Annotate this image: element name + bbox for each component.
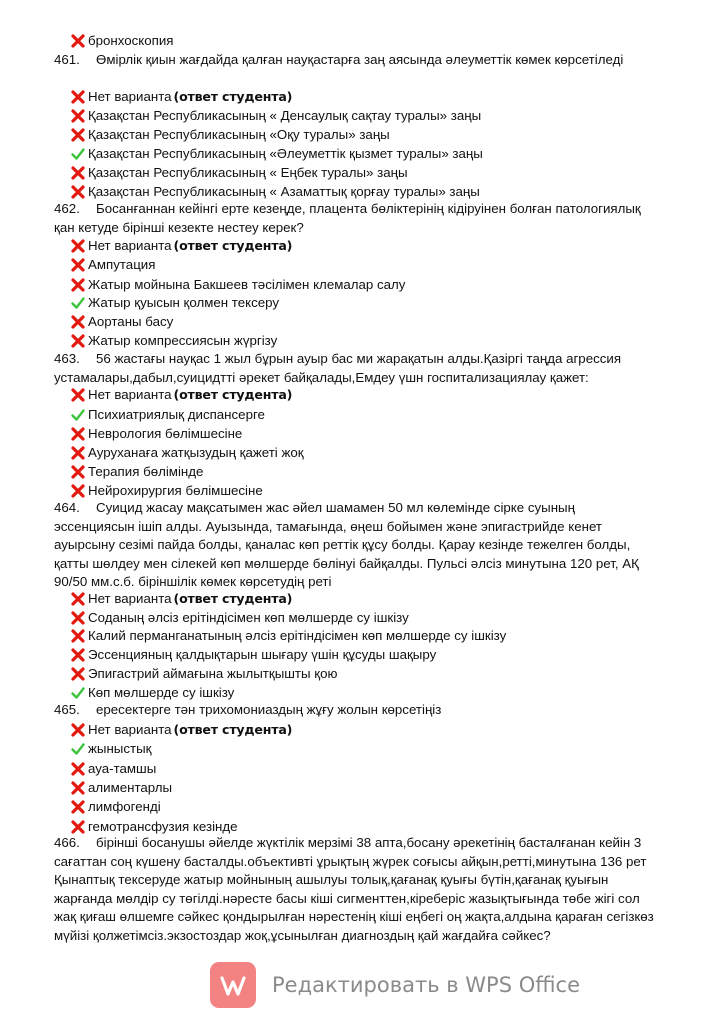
cross-icon [70,257,86,273]
cross-icon [70,819,86,835]
option-text: Эпигастрий аймағына жылытқышты қою [88,666,338,681]
cross-icon [70,127,86,143]
option-text: Қазақстан Республикасының « Денсаулық сақтау туралы» заңы [88,108,482,123]
question-text: Босанғаннан кейінгі ерте кезеңде, плацента бөліктерінің кідіруінен болған патологиялық қан кетуде бірінші кезекте нестеу керек? [54,201,641,235]
answer-option [70,144,483,164]
option-text: Калий перманганатының әлсіз ерітіндісімен көп мөлшерде су ішкізу [88,628,507,643]
option-text: бронхоскопия [88,33,174,48]
answer-option [70,462,203,482]
question-number: 462. [54,201,80,216]
cross-icon [70,184,86,200]
question-463 [54,350,654,387]
cross-icon [70,445,86,461]
answer-option [70,797,161,817]
option-text: Нет варианта [88,722,172,737]
option-text: Жатыр қуысын қолмен тексеру [88,295,280,310]
cross-icon [70,666,86,682]
answer-option [70,683,234,703]
question-number: 465. [54,702,80,717]
cross-icon [70,464,86,480]
answer-option [70,31,173,51]
option-text: Эссенцияның қалдықтарын шығару үшін құсуды шақыру [88,647,437,662]
answer-option [70,424,242,444]
cross-icon [70,277,86,293]
answer-option [70,481,263,501]
student-answer-tag: (ответ студента) [173,238,293,253]
question-text: Өмірлік қиын жағдайда қалған науқастарға заң аясында әлеуметтік көмек көрсетіледі [96,52,624,67]
answer-option [70,255,155,275]
option-text: ауа-тамшы [88,761,157,776]
option-text: Қазақстан Республикасының « Азаматтық қорғау туралы» заңы [88,184,480,199]
answer-option [70,182,480,202]
check-icon [70,741,86,757]
answer-option [70,236,292,256]
answer-option [70,293,279,313]
check-icon [70,295,86,311]
answer-option [70,778,172,798]
cross-icon [70,108,86,124]
option-text: Терапия бөлімінде [88,464,204,479]
answer-option [70,759,156,779]
option-text: Нет варианта [88,591,172,606]
check-icon [70,407,86,423]
option-text: Соданың әлсіз ерітіндісімен көп мөлшерде су ішкізу [88,610,409,625]
answer-option [70,275,405,295]
answer-option [70,608,409,628]
option-text: Неврология бөлімшесіне [88,426,243,441]
student-answer-tag: (ответ студента) [173,89,293,104]
cross-icon [70,387,86,403]
cross-icon [70,610,86,626]
question-text: Суицид жасау мақсатымен жас әйел шамамен 50 мл көлеміндe сірке суының эссенциясын ішіп алды. Ауызында, тамағында, өңеш бойымен және эпигастрийде кенет ауырсыну сезімі пайда болды, қаналас көп реттік құсу болды. Қарау кезінде тежелген болды, қатты шөлдеу мен сілекей көп мөлшерде бөлінуі байқалды. Пульсі әлсіз минутына 120 рет, АҚ 90/50 мм.с.б. біріншілік көмек көрсетудің реті [54,500,639,590]
option-text: жыныстық [88,741,152,756]
check-icon [70,685,86,701]
check-icon [70,146,86,162]
cross-icon [70,333,86,349]
option-text: лимфогенді [88,799,161,814]
cross-icon [70,799,86,815]
answer-option [70,405,265,425]
cross-icon [70,238,86,254]
question-number: 463. [54,351,80,366]
question-number: 466. [54,835,80,850]
answer-option [70,331,277,351]
question-465 [54,701,654,720]
option-text: Нет варианта [88,387,172,402]
option-text: Қазақстан Республикасының « Еңбек туралы» заңы [88,165,408,180]
option-text: Аортаны басу [88,314,174,329]
cross-icon [70,647,86,663]
answer-option [70,589,292,609]
option-text: Көп мөлшерде су ішкізу [88,685,235,700]
cross-icon [70,89,86,105]
option-text: Ауруханаға жатқызудың қажеті жоқ [88,445,304,460]
option-text: Нет варианта [88,238,172,253]
student-answer-tag: (ответ студента) [173,591,293,606]
cross-icon [70,33,86,49]
answer-option [70,163,408,183]
edit-in-wps-button[interactable] [210,961,580,1009]
question-number: 461. [54,52,80,67]
question-number: 464. [54,500,80,515]
cross-icon [70,591,86,607]
student-answer-tag: (ответ студента) [173,722,293,737]
question-text: бірінші босанушы әйелде жүктілік мерзімі 38 апта,босану әрекетінің басталғанан кейін 3 сағаттан соң күшену басталды.объективті ұрықтың жүрек соғысы айқын,ретті,минутына 136 рет Қынаптық тексеруде жатыр мойнының ашылуы толық,қағанақ қуығы бүтін,қағанақ қуығын жарғанда мөлдір су төгілді.нәресте басы кіші сигменттен,кіреберіс жазықтығында төбе жігі сол жақ қиғаш өлшемге сәйкес қондырылған нәрестенің кіші еңбегі оң жақта,алдына қараған сегізкөз мүйізі қолжетімсіз.экзостоздар жоқ,ұсынылған диагноздың қай жағдайға сәйкес? [54,835,654,943]
option-text: гемотрансфузия кезінде [88,819,238,834]
answer-option [70,720,292,740]
question-text: 56 жастағы науқас 1 жыл бұрын ауыр бас ми жарақатын алды.Қазіргі таңда агрессия устамалары,дабыл,суицидтті әрекет байқалады,Емдеу үшн госпитализациялау қажет: [54,351,622,385]
cross-icon [70,722,86,738]
option-text: Нейрохирургия бөлімшесіне [88,483,263,498]
cross-icon [70,780,86,796]
wps-logo-icon [210,962,256,1008]
question-text: ересектерге тән трихомониаздың жұғу жолын көрсетіңіз [96,702,442,717]
answer-option [70,312,173,332]
answer-option [70,87,292,107]
option-text: алиментарлы [88,780,173,795]
answer-option [70,125,390,145]
option-text: Психиатриялық диспансерге [88,407,265,422]
cross-icon [70,314,86,330]
cross-icon [70,761,86,777]
option-text: Жатыр компрессиясын жүргізу [88,333,278,348]
cross-icon [70,426,86,442]
cross-icon [70,628,86,644]
answer-option [70,645,436,665]
edit-in-wps-label: Редактировать в WPS Office [272,973,581,997]
option-text: Жатыр мойнына Бакшеев тәсілімен клемалар салу [88,277,406,292]
cross-icon [70,165,86,181]
question-462 [54,200,654,237]
answer-option [70,664,337,684]
question-466 [54,834,654,946]
option-text: Қазақстан Республикасының «Әлеуметтік қызмет туралы» заңы [88,146,483,161]
option-text: Ампутация [88,257,156,272]
cross-icon [70,483,86,499]
student-answer-tag: (ответ студента) [173,387,293,402]
answer-option [70,106,481,126]
question-461 [54,51,654,70]
answer-option [70,739,151,759]
answer-option [70,443,304,463]
option-text: Қазақстан Республикасының «Оқу туралы» заңы [88,127,390,142]
answer-option [70,626,506,646]
question-464 [54,499,654,592]
option-text: Нет варианта [88,89,172,104]
answer-option [70,385,292,405]
